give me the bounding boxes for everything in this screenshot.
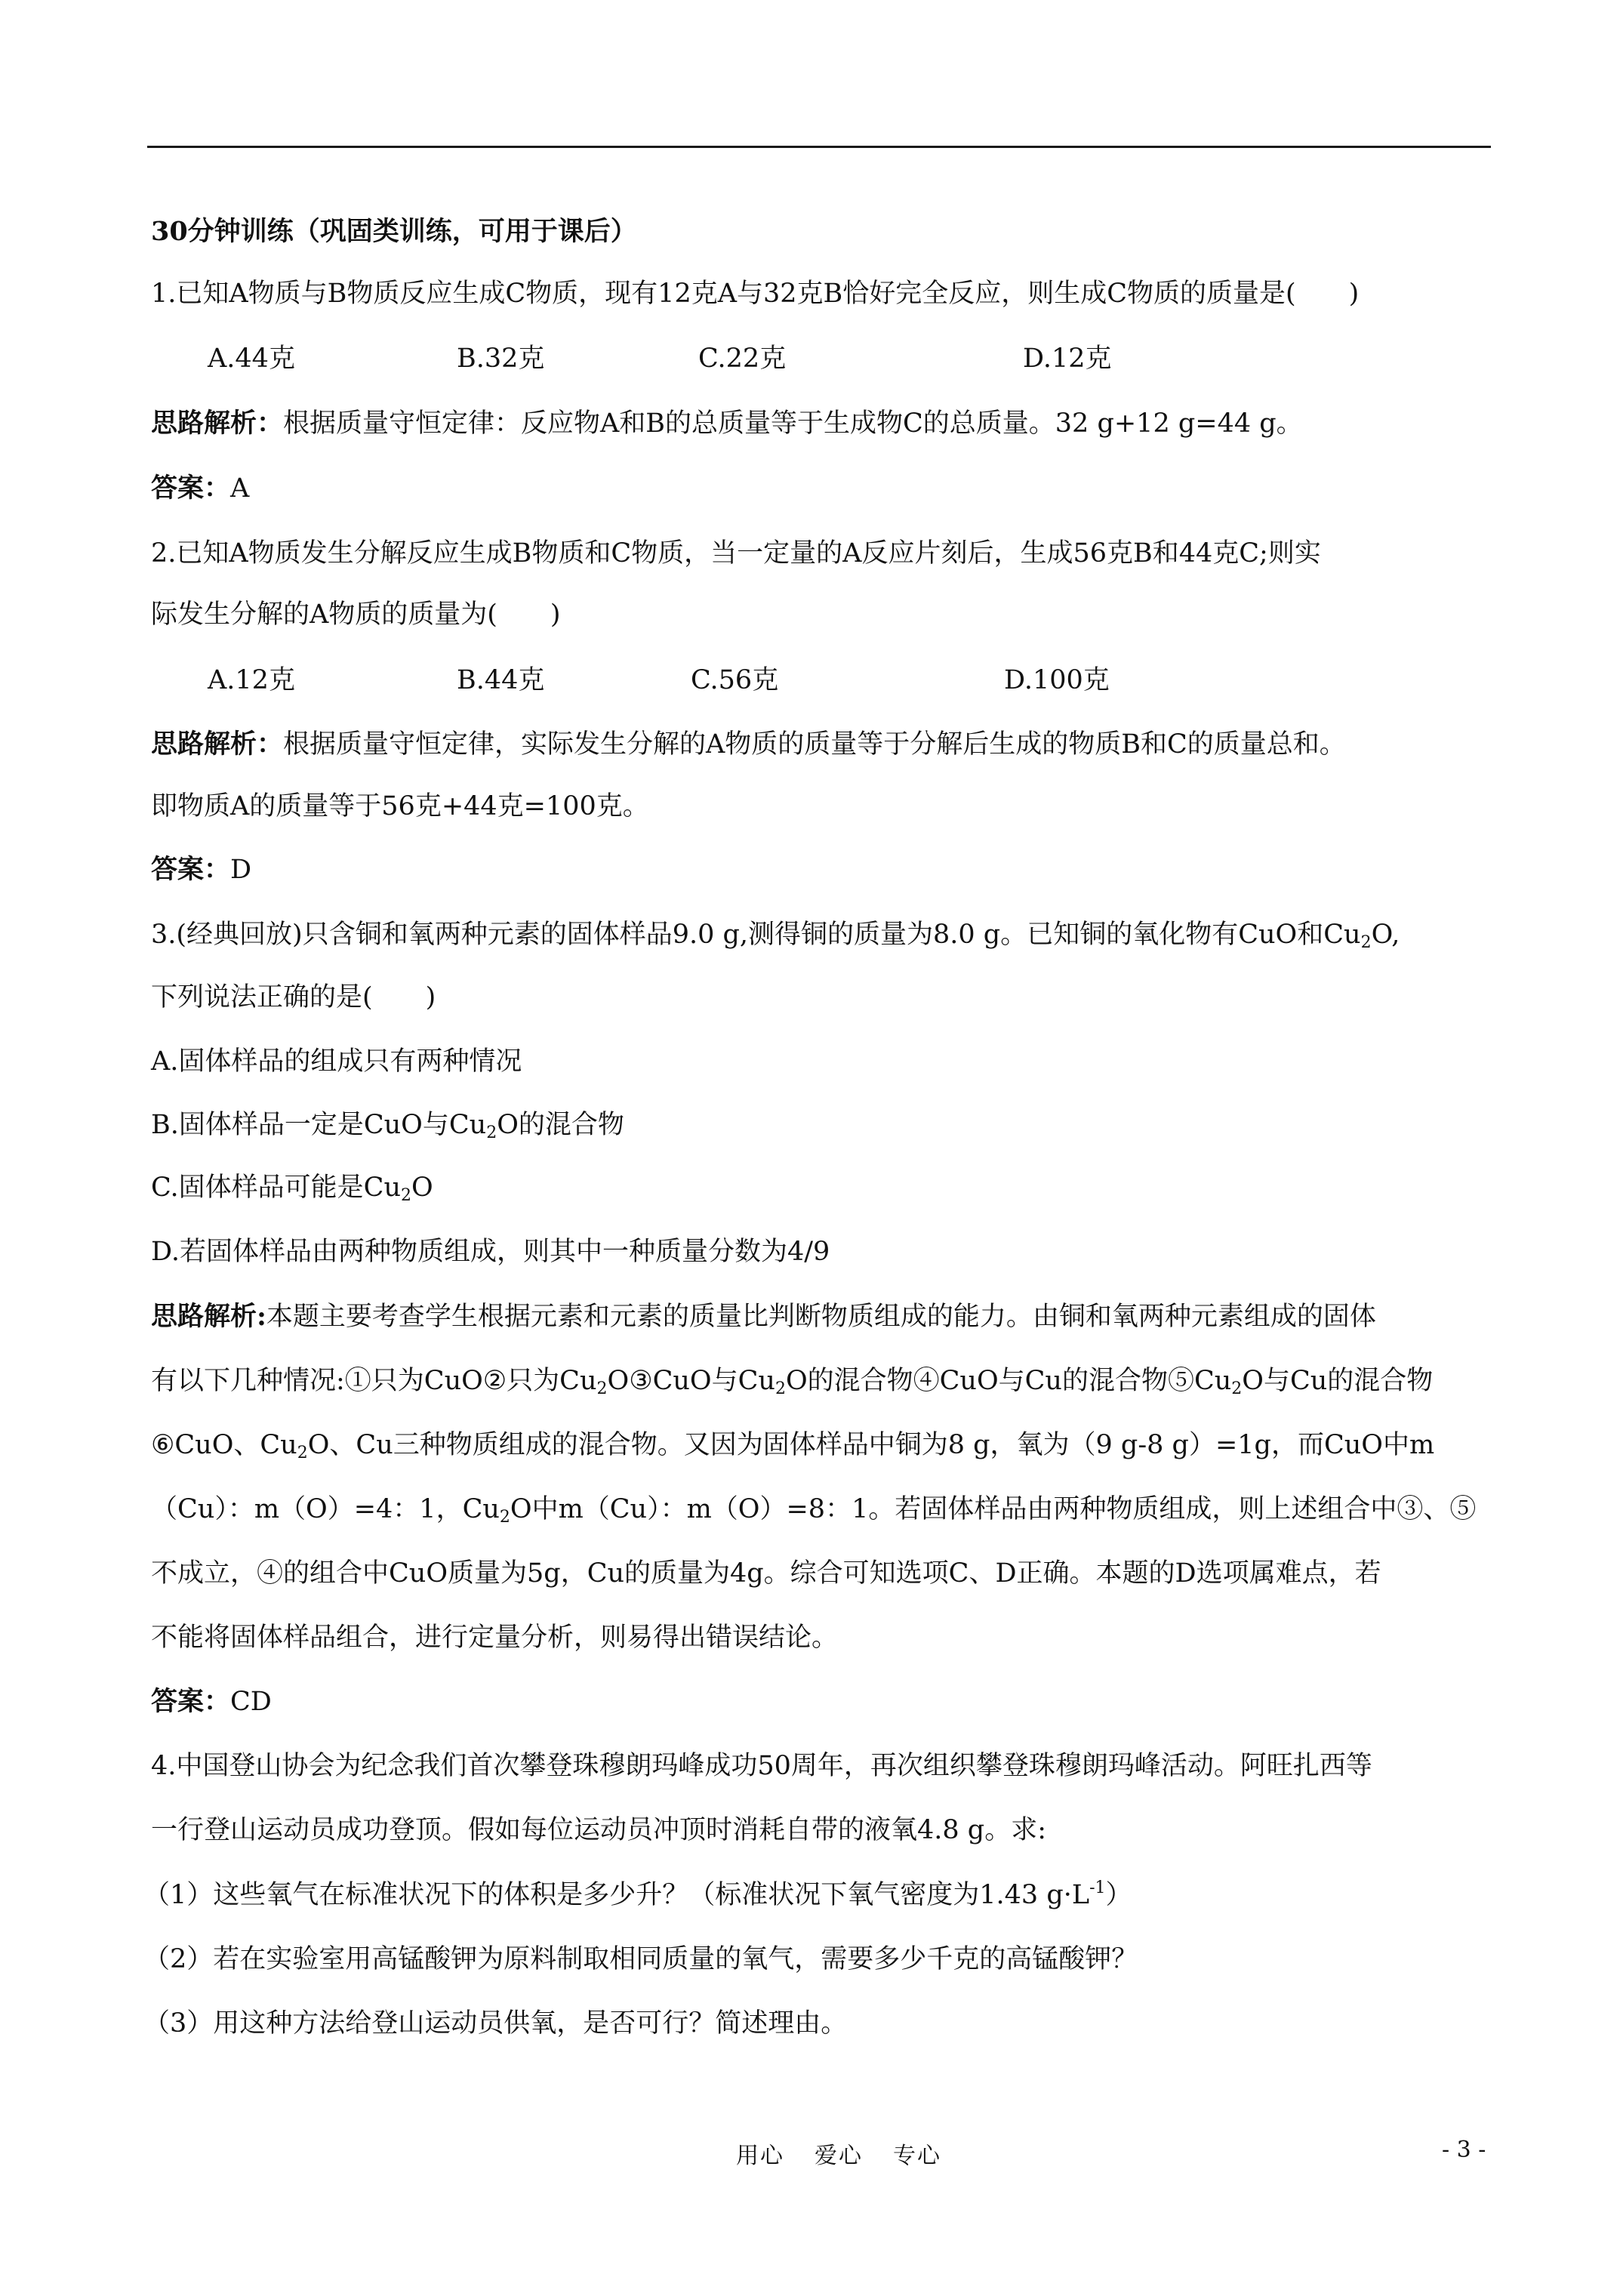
q3-analysis-label: 思路解析: — [151, 1301, 266, 1332]
q2-option-b: B.44克 — [457, 665, 545, 695]
q2-answer — [151, 852, 251, 888]
q3-analysis-line6: 不能将固体样品组合，进行定量分析，则易得出错误结论。 — [151, 1623, 839, 1653]
q1-answer — [151, 470, 249, 507]
q3-answer — [151, 1684, 272, 1720]
q3-analysis-line3 — [151, 1427, 1434, 1463]
q4-sub1-text: （1）这些氧气在标准状况下的体积是多少升？（标准状况下氧气密度为1.43 g·L — [143, 1880, 1090, 1910]
q1-option-c: C.22克 — [698, 344, 787, 374]
q3-analysis-line5: 不成立，④的组合中CuO质量为5g，Cu的质量为4g。综合可知选项C、D正确。本题的D选项属难点，若 — [151, 1558, 1381, 1589]
q1-analysis — [151, 405, 1303, 442]
subscript: 2 — [775, 1379, 786, 1398]
subscript: 2 — [499, 1508, 510, 1527]
subscript: 2 — [596, 1379, 608, 1398]
q3-option-b-text-end: O的混合物 — [497, 1110, 624, 1140]
question-4-stem-line1: 4.中国登山协会为纪念我们首次攀登珠穆朗玛峰成功50周年，再次组织攀登珠穆朗玛峰活动。阿旺扎西等 — [151, 1751, 1372, 1781]
q3-answer-value: CD — [230, 1687, 272, 1717]
question-2-stem-line1: 2.已知A物质发生分解反应生成B物质和C物质，当一定量的A反应片刻后，生成56克B和44克C;则实 — [151, 538, 1321, 569]
subscript: 2 — [486, 1123, 497, 1142]
q2-analysis-line2: 即物质A的质量等于56克+44克=100克。 — [151, 791, 649, 821]
analysis-text: O的混合物④CuO与Cu的混合物⑤Cu — [785, 1366, 1232, 1396]
q2-option-a: A.12克 — [208, 665, 295, 695]
analysis-text: 有以下几种情况:①只为CuO②只为Cu — [151, 1366, 597, 1396]
question-4-stem-line2: 一行登山运动员成功登顶。假如每位运动员冲顶时消耗自带的液氧4.8 g。求: — [151, 1815, 1046, 1845]
q2-answer-label: 答案： — [151, 854, 231, 885]
analysis-text: （Cu）：m（O）=4：1，Cu — [151, 1494, 500, 1524]
q4-sub1-text-end: ） — [1105, 1880, 1132, 1910]
q3-analysis-line2 — [151, 1363, 1433, 1399]
analysis-text: O中m（Cu）：m（O）=8：1。若固体样品由两种物质组成，则上述组合中③、⑤ — [510, 1494, 1477, 1524]
q1-answer-label: 答案： — [151, 473, 231, 504]
q3-stem-text: 3.(经典回放)只含铜和氧两种元素的固体样品9.0 g,测得铜的质量为8.0 g。已知铜的氧化物有CuO和Cu — [151, 920, 1361, 950]
question-1-stem: 1.已知A物质与B物质反应生成C物质，现有12克A与32克B恰好完全反应，则生成C物质的质量是( ) — [151, 279, 1360, 309]
q4-sub-question-2: （2）若在实验室用高锰酸钾为原料制取相同质量的氧气，需要多少千克的高锰酸钾？ — [143, 1944, 1138, 1974]
footer-word: 专心 — [893, 2143, 941, 2169]
q3-option-c-text-end: O — [411, 1173, 433, 1203]
q3-answer-label: 答案： — [151, 1686, 231, 1717]
section-title: 30分钟训练（巩固类训练，可用于课后） — [151, 216, 637, 247]
subscript: 2 — [400, 1186, 411, 1205]
q1-option-a: A.44克 — [208, 344, 295, 374]
q3-analysis-text: 本题主要考查学生根据元素和元素的质量比判断物质组成的能力。由铜和氧两种元素组成的固体 — [266, 1302, 1376, 1332]
q1-analysis-label: 思路解析： — [151, 408, 284, 439]
q3-option-c — [151, 1170, 433, 1206]
q2-option-d: D.100克 — [1004, 665, 1110, 695]
q3-option-c-text: C.固体样品可能是Cu — [151, 1173, 401, 1203]
subscript: 2 — [1231, 1379, 1243, 1398]
q2-answer-value: D — [230, 855, 252, 885]
q1-analysis-text: 根据质量守恒定律：反应物A和B的总质量等于生成物C的总质量。32 g+12 g=44 g。 — [283, 408, 1303, 439]
q3-option-b-text: B.固体样品一定是CuO与Cu — [151, 1110, 487, 1140]
footer-motto — [736, 2137, 972, 2170]
q1-option-d: D.12克 — [1023, 344, 1112, 374]
q1-answer-value: A — [230, 473, 250, 504]
analysis-text: O、Cu三种物质组成的混合物。又因为固体样品中铜为8 g，氧为（9 g-8 g）=1g，而CuO中m — [307, 1430, 1435, 1460]
footer-word: 爱心 — [815, 2143, 863, 2169]
q2-option-c: C.56克 — [691, 665, 779, 695]
q2-analysis-label: 思路解析： — [151, 729, 284, 760]
page-number: - 3 - — [1442, 2137, 1486, 2163]
q2-analysis-line1 — [151, 726, 1346, 763]
footer-word: 用心 — [736, 2143, 784, 2169]
subscript: 2 — [1360, 933, 1372, 952]
q3-analysis-line1 — [151, 1299, 1376, 1335]
q4-sub-question-3: （3）用这种方法给登山运动员供氧，是否可行？简述理由。 — [143, 2008, 848, 2039]
q4-sub-question-1 — [143, 1877, 1132, 1913]
question-2-stem-line2: 际发生分解的A物质的质量为( ) — [151, 599, 561, 630]
q2-analysis-text: 根据质量守恒定律，实际发生分解的A物质的质量等于分解后生成的物质B和C的质量总和。 — [283, 729, 1346, 760]
q3-option-b — [151, 1107, 624, 1143]
subscript: 2 — [297, 1444, 308, 1462]
q3-analysis-line4 — [151, 1491, 1476, 1527]
question-3-stem-line2: 下列说法正确的是( ) — [151, 982, 436, 1012]
q3-stem-text-end: O, — [1371, 920, 1400, 950]
superscript: -1 — [1089, 1878, 1106, 1897]
analysis-text: O③CuO与Cu — [607, 1366, 775, 1396]
q3-option-d: D.若固体样品由两种物质组成，则其中一种质量分数为4/9 — [151, 1237, 830, 1267]
question-3-stem-line1 — [151, 917, 1400, 953]
q3-option-a: A.固体样品的组成只有两种情况 — [151, 1046, 522, 1077]
q1-option-b: B.32克 — [457, 344, 545, 374]
analysis-text: O与Cu的混合物 — [1242, 1366, 1434, 1396]
header-rule — [147, 146, 1491, 148]
analysis-text: ⑥CuO、Cu — [151, 1430, 297, 1460]
